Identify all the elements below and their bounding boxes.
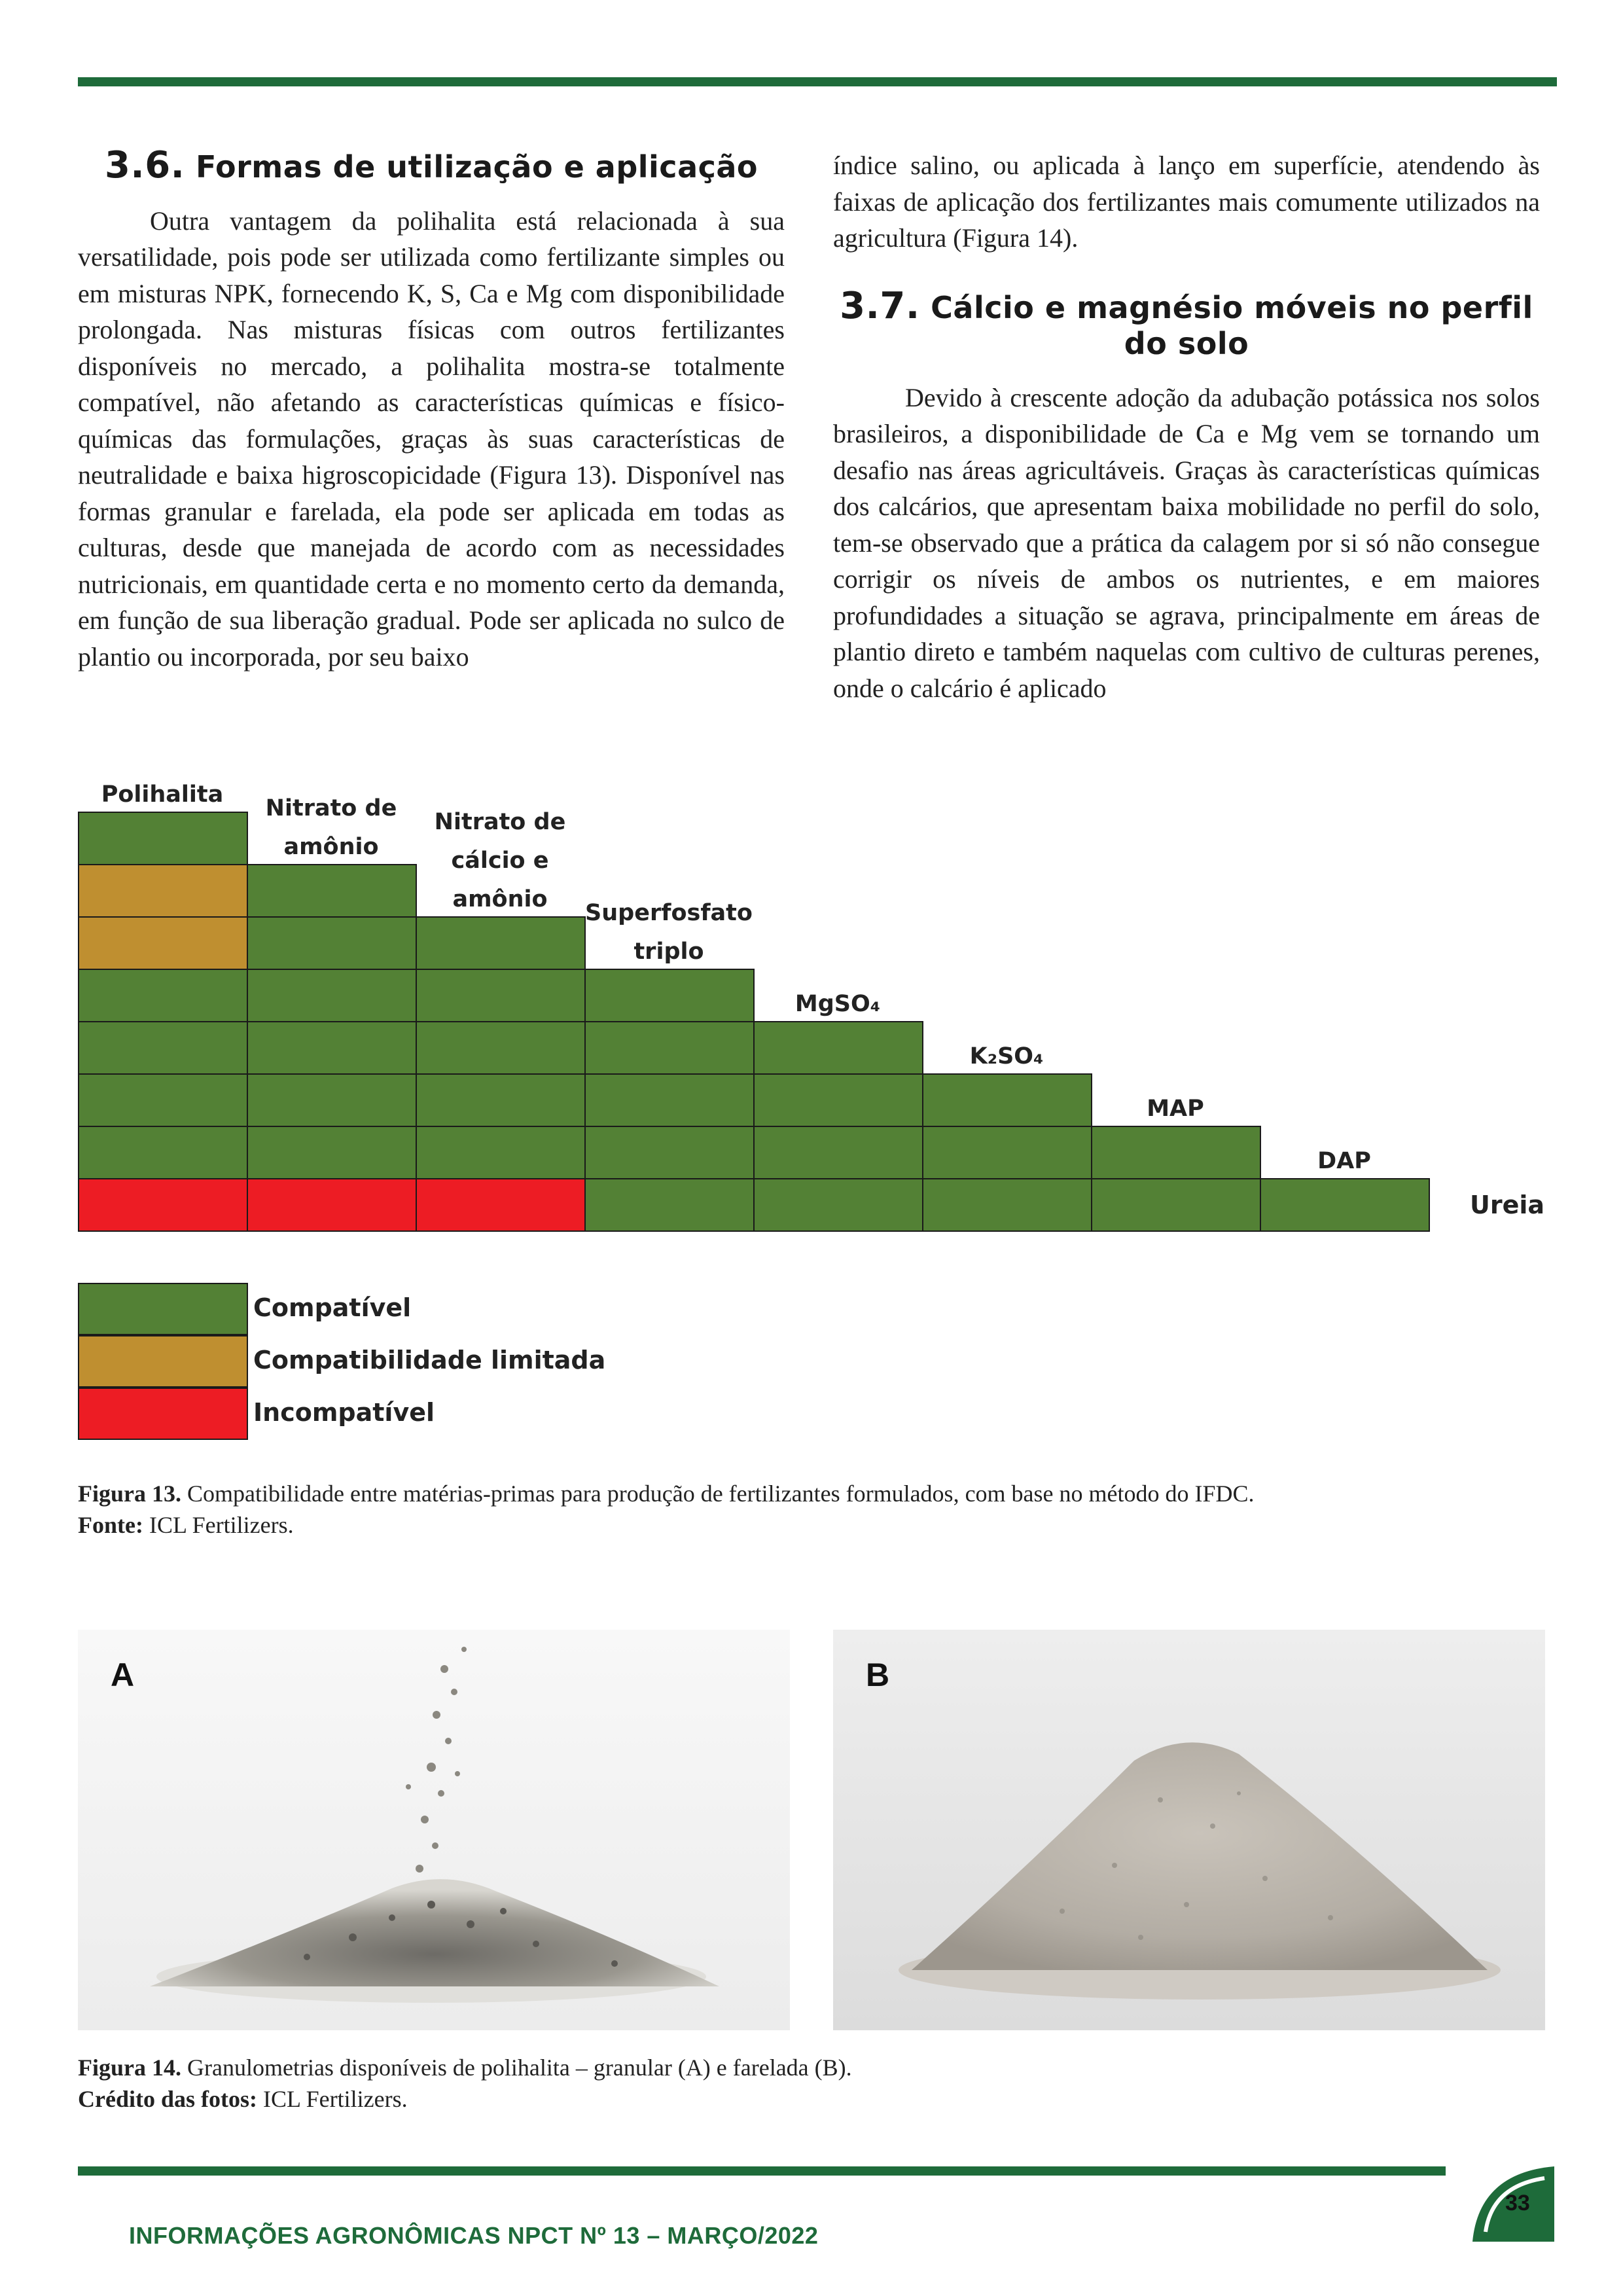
column-label (1091, 1090, 1260, 1128)
matrix-cell (78, 1178, 248, 1232)
matrix-cell (922, 1126, 1092, 1179)
column-label-line: amônio (452, 886, 548, 912)
column-label (247, 789, 416, 867)
footer-text: INFORMAÇÕES AGRONÔMICAS NPCT Nº 13 – MARÇO/2022 (129, 2222, 819, 2249)
matrix-cell (416, 1178, 586, 1232)
caption-label: Figura 13. (78, 1480, 181, 1507)
column-label-line: Polihalita (101, 781, 224, 808)
matrix-cell (584, 1021, 755, 1075)
matrix-cell (753, 1178, 923, 1232)
section-3-6-paragraph-cont: índice salino, ou aplicada à lanço em superfície, atendendo às faixas de aplicação dos fertilizantes mais comumente utilizados na agricultura (Figura 14). (833, 151, 1540, 253)
matrix-cell (247, 1021, 417, 1075)
matrix-cell (922, 1073, 1092, 1127)
matrix-cell (584, 1178, 755, 1232)
column-label (753, 985, 922, 1024)
matrix-cell (416, 1073, 586, 1127)
caption-label: Figura 14. (78, 2054, 181, 2081)
figure-14-caption (78, 2052, 852, 2115)
section-3-6-heading (78, 144, 785, 187)
column-label-line: Nitrato de (265, 795, 397, 821)
top-rule (78, 77, 1557, 86)
matrix-cell (416, 916, 586, 970)
compatibility-matrix-figure (78, 759, 1557, 1440)
matrix-cell (753, 1073, 923, 1127)
column-label-line: MgSO₄ (794, 991, 881, 1017)
section-3-6-paragraph: Outra vantagem da polihalita está relacionada à sua versatilidade, pois pode ser utilizada como fertilizante simples ou em misturas NPK, fornecendo K, S, Ca e Mg com disponibilidade prolongada. Nas misturas físicas com outros fertilizantes disponíveis no mercado, a polihalita mostra-se totalmente compatível, não afetando as características químicas e físico-químicas das formulações, graças às suas características de neutralidade e baixa higroscopicidade (Figura 13). Disponível nas formas granular e farelada, ela pode ser aplicada em todas as culturas, desde que manejada de acordo com as necessidades nutricionais, em quantidade certa e no momento certo da demanda, em função de sua liberação gradual. Pode ser aplicada no sulco de plantio ou incorporada, por seu baixo (78, 206, 785, 672)
matrix-cell (1091, 1178, 1261, 1232)
legend-swatch (78, 1283, 248, 1335)
matrix-cell (584, 1073, 755, 1127)
matrix-cell (1091, 1126, 1261, 1179)
matrix-cell (753, 1021, 923, 1075)
powder-pile-image (833, 1630, 1545, 2030)
left-column (78, 144, 785, 675)
credit-label: Crédito das fotos: (78, 2086, 257, 2112)
matrix-cell (78, 1021, 248, 1075)
legend-label: Compatibilidade limitada (253, 1346, 606, 1374)
matrix-cell (78, 916, 248, 970)
column-label-line: K₂SO₄ (969, 1043, 1044, 1069)
granular-pile-image (78, 1630, 790, 2030)
source-label: Fonte: (78, 1512, 143, 1538)
matrix-cell (247, 1126, 417, 1179)
legend-swatch (78, 1335, 248, 1388)
photo-b-label: B (866, 1657, 890, 1693)
matrix-cell (416, 1126, 586, 1179)
figure-13-caption (78, 1478, 1255, 1541)
matrix-cell (584, 1126, 755, 1179)
matrix-cell (247, 1178, 417, 1232)
column-label-line: Ureia (1469, 1191, 1545, 1219)
right-column (833, 147, 1540, 706)
matrix-cell (1260, 1178, 1430, 1232)
legend-swatch (78, 1388, 248, 1440)
caption-text: Compatibilidade entre matérias-primas para produção de fertilizantes formulados, com base no método do IFDC. (181, 1480, 1255, 1507)
section-title: Cálcio e magnésio móveis no perfil do solo (931, 289, 1533, 361)
page-number: 33 (1505, 2191, 1530, 2215)
column-label (922, 1037, 1091, 1076)
matrix-cell (78, 1126, 248, 1179)
caption-text: Granulometrias disponíveis de polihalita – granular (A) e farelada (B). (181, 2054, 852, 2081)
column-label (416, 803, 584, 919)
matrix-cell (584, 969, 755, 1022)
legend-label: Incompatível (253, 1398, 435, 1427)
column-label (1429, 1186, 1586, 1225)
column-label (78, 776, 247, 814)
matrix-cell (416, 1021, 586, 1075)
section-title: Formas de utilização e aplicação (195, 149, 758, 185)
photo-granular (78, 1630, 790, 2030)
matrix-cell (416, 969, 586, 1022)
matrix-cell (247, 916, 417, 970)
matrix-cell (78, 969, 248, 1022)
matrix-cell (78, 864, 248, 918)
column-label-line: DAP (1317, 1148, 1371, 1174)
section-number: 3.6. (104, 144, 185, 187)
column-label-line: MAP (1147, 1096, 1204, 1122)
section-3-7-heading (833, 284, 1540, 363)
photo-a-label: A (111, 1657, 135, 1693)
column-label-line: cálcio e (451, 848, 549, 874)
source-text: ICL Fertilizers. (143, 1512, 294, 1538)
section-3-7-paragraph: Devido à crescente adoção da adubação potássica nos solos brasileiros, a disponibilidade de Ca e Mg vem se tornando um desafio nas áreas agricultáveis. Graças às características químicas dos calcários, que apresentam baixa mobilidade no perfil do solo, tem-se observado que a prática da calagem por si só não consegue corrigir os níveis de ambos os nutrientes, e em maiores profundidades a situação se agrava, principalmente em áreas de plantio direto e também naquelas com cultivo de culturas perenes, onde o calcário é aplicado (833, 382, 1540, 703)
column-label-line: triplo (633, 939, 704, 965)
matrix-cell (753, 1126, 923, 1179)
column-label-line: amônio (283, 834, 379, 860)
matrix-cell (78, 812, 248, 865)
matrix-cell (78, 1073, 248, 1127)
legend-label: Compatível (253, 1293, 412, 1322)
matrix-cell (247, 864, 417, 918)
photo-farelada (833, 1630, 1545, 2030)
column-label (584, 894, 753, 971)
column-label (1260, 1142, 1429, 1181)
matrix-cell (922, 1178, 1092, 1232)
matrix-cell (247, 969, 417, 1022)
column-label-line: Nitrato de (434, 809, 566, 835)
bottom-rule (78, 2166, 1446, 2176)
credit-text: ICL Fertilizers. (257, 2086, 408, 2112)
section-number: 3.7. (840, 284, 920, 327)
matrix-cell (247, 1073, 417, 1127)
column-label-line: Superfosfato (585, 900, 753, 926)
